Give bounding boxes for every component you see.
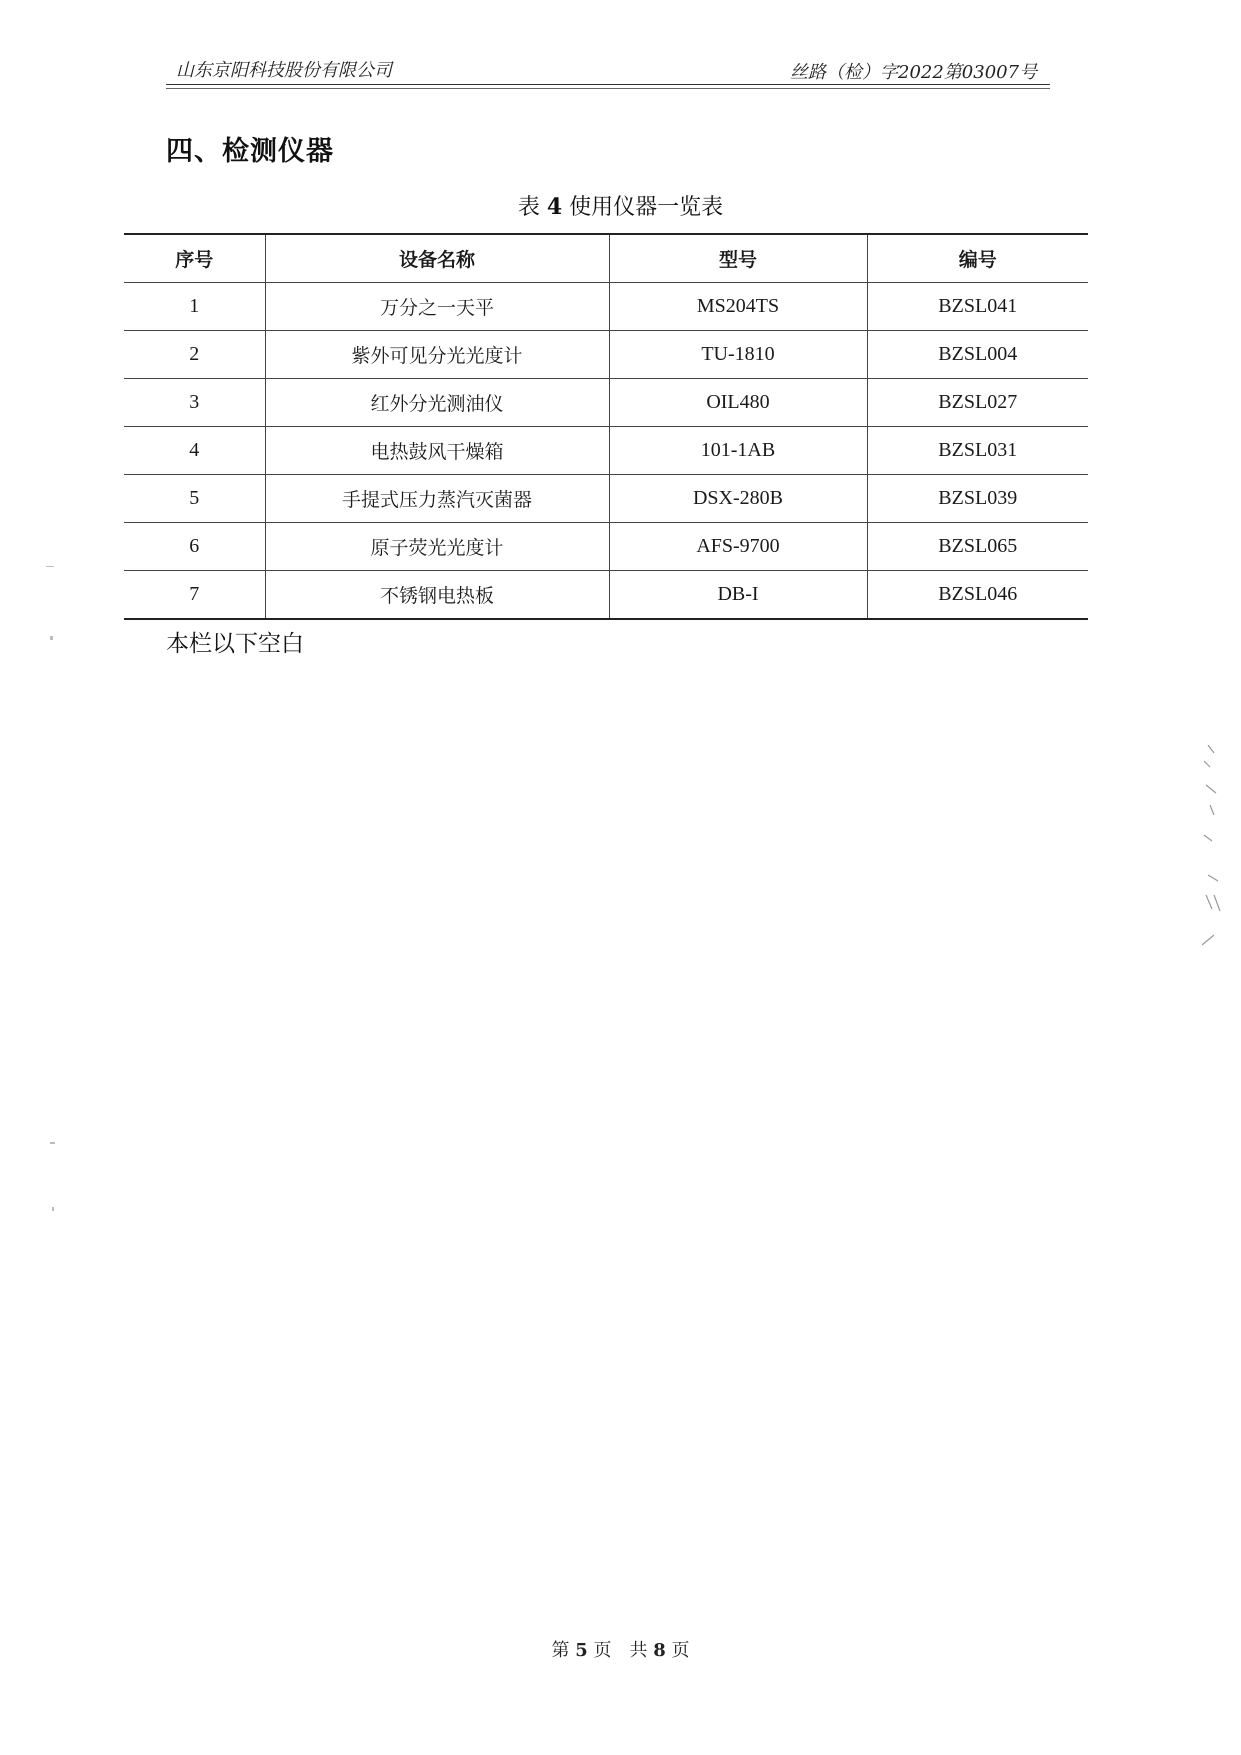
- cell-code: BZSL031: [867, 427, 1088, 475]
- column-header-model: 型号: [609, 234, 867, 283]
- cell-code: BZSL041: [867, 283, 1088, 331]
- cell-model: MS204TS: [609, 283, 867, 331]
- table-row: [124, 475, 1088, 523]
- header-rule: [166, 84, 1050, 85]
- footer-page-number: 5: [575, 1640, 588, 1661]
- cell-index: 5: [124, 475, 265, 523]
- cell-model: DB-I: [609, 571, 867, 620]
- table-row: [124, 427, 1088, 475]
- instrument-table: [124, 233, 1088, 620]
- company-name: 山东京阳科技股份有限公司: [176, 60, 392, 81]
- cell-index: 6: [124, 523, 265, 571]
- cell-code: BZSL065: [867, 523, 1088, 571]
- cell-name: 手提式压力蒸汽灭菌器: [265, 475, 609, 523]
- cell-name: 电热鼓风干燥箱: [265, 427, 609, 475]
- cell-index: 2: [124, 331, 265, 379]
- table-row: [124, 379, 1088, 427]
- cell-code: BZSL027: [867, 379, 1088, 427]
- table-header-row: [124, 234, 1088, 283]
- report-number: 丝路（检）字2022第03007号: [790, 62, 1038, 83]
- column-header-name: 设备名称: [265, 234, 609, 283]
- cell-index: 3: [124, 379, 265, 427]
- cell-model: AFS-9700: [609, 523, 867, 571]
- scan-speck: [52, 1207, 54, 1211]
- cell-model: DSX-280B: [609, 475, 867, 523]
- cell-model: OIL480: [609, 379, 867, 427]
- table-row: [124, 283, 1088, 331]
- scan-speck: [50, 1142, 55, 1144]
- footer-page-suffix: 页: [671, 1640, 690, 1661]
- cell-name: 万分之一天平: [265, 283, 609, 331]
- cell-code: BZSL039: [867, 475, 1088, 523]
- caption-number: 4: [546, 194, 563, 220]
- scan-speck: [50, 636, 53, 640]
- cell-name: 原子荧光光度计: [265, 523, 609, 571]
- table-row: [124, 571, 1088, 620]
- cell-code: BZSL046: [867, 571, 1088, 620]
- cell-model: 101-1AB: [609, 427, 867, 475]
- footer-page-mid: 页 共: [593, 1640, 648, 1661]
- cell-index: 1: [124, 283, 265, 331]
- table-caption: [0, 190, 1241, 221]
- page-footer: [0, 1636, 1241, 1662]
- cell-model: TU-1810: [609, 331, 867, 379]
- caption-prefix: 表: [517, 195, 540, 220]
- column-header-code: 编号: [867, 234, 1088, 283]
- scan-speck: [46, 566, 54, 567]
- cell-name: 不锈钢电热板: [265, 571, 609, 620]
- section-title: 四、检测仪器: [166, 136, 334, 167]
- cell-index: 4: [124, 427, 265, 475]
- column-header-index: 序号: [124, 234, 265, 283]
- cell-code: BZSL004: [867, 331, 1088, 379]
- table-row: [124, 523, 1088, 571]
- cell-index: 7: [124, 571, 265, 620]
- cell-name: 紫外可见分光光度计: [265, 331, 609, 379]
- footer-total-pages: 8: [653, 1640, 666, 1661]
- table-row: [124, 331, 1088, 379]
- blank-below-note: 本栏以下空白: [166, 631, 304, 657]
- caption-text: 使用仪器一览表: [569, 195, 724, 220]
- margin-stamp-fragment: [1200, 745, 1230, 955]
- footer-page-prefix: 第: [551, 1640, 570, 1661]
- header-rule-thin: [166, 88, 1050, 89]
- cell-name: 红外分光测油仪: [265, 379, 609, 427]
